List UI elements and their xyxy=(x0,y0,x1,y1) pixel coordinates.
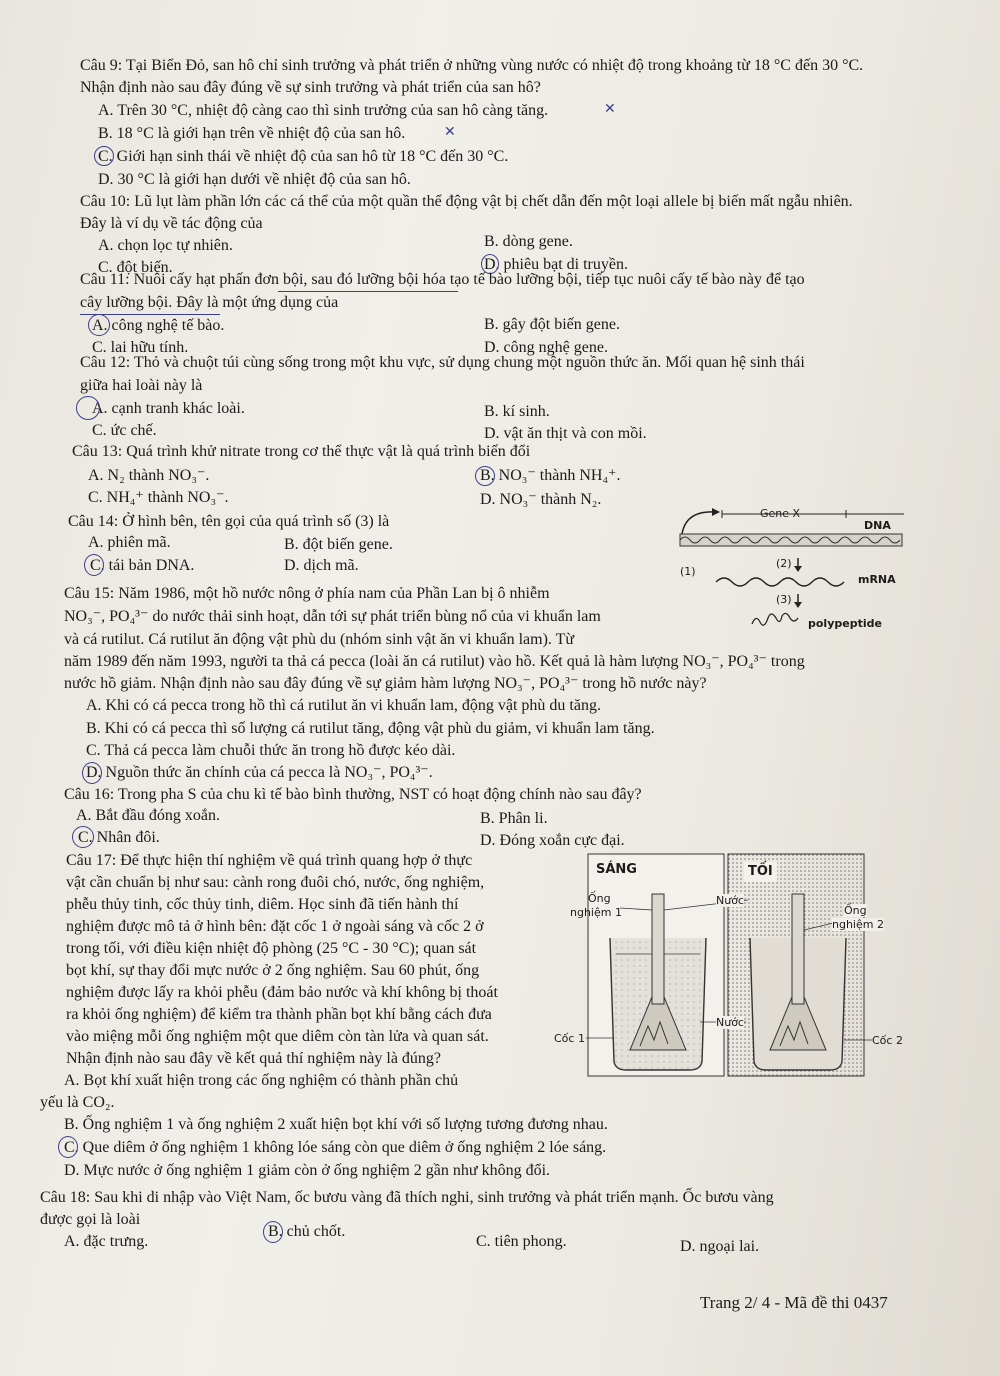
q11-stem: Câu 11: Nuôi cấy hạt phấn đơn bội, sau đó lưỡng bội hóa tạo tế bào lưỡng bội, tiếp tục nuôi cấy tế bào này để tạo xyxy=(80,271,805,288)
q17-option-b: B. Ống nghiệm 1 và ống nghiệm 2 xuất hiện bọt khí với số lượng tương đương nhau. xyxy=(64,1116,608,1133)
q16-option-a: A. Bắt đầu đóng xoắn. xyxy=(76,807,220,824)
q15-option-d: D. Nguồn thức ăn chính của cá pecca là NO₃⁻, PO₄³⁻. xyxy=(86,764,433,781)
q9-stem-2: Nhận định nào sau đây đúng về sự sinh trưởng và phát triển của san hô? xyxy=(80,79,541,96)
q15-stem-5: nước hồ giảm. Nhận định nào sau đây đúng về sự giảm hàm lượng NO₃⁻, PO₄³⁻ trong hồ nước này? xyxy=(64,675,707,692)
cross-mark-icon: ✕ xyxy=(444,124,456,140)
photosynthesis-experiment-figure xyxy=(554,850,910,1080)
dna-label: DNA xyxy=(864,519,891,532)
tube2-label: Ống xyxy=(844,904,867,917)
q9-option-c: C. Giới hạn sinh thái về nhiệt độ của san hô từ 18 °C đến 30 °C. xyxy=(98,148,509,165)
q17-stem-9: vào miệng mỗi ống nghiệm một que diêm còn tàn lửa và quan sát. xyxy=(66,1028,489,1045)
q10-option-a: A. chọn lọc tự nhiên. xyxy=(98,237,233,254)
q17-option-c: C. Que diêm ở ống nghiệm 1 không lóe sáng còn que diêm ở ống nghiệm 2 lóe sáng. xyxy=(64,1139,607,1156)
cross-mark-icon: ✕ xyxy=(604,101,616,117)
q13-stem: Câu 13: Quá trình khử nitrate trong cơ thể thực vật là quá trình biến đổi xyxy=(72,443,531,460)
q10-stem: Câu 10: Lũ lụt làm phần lớn các cá thể của một quần thể động vật bị chết dẫn đến một loại allele bị biến mất ngẫu nhiên. xyxy=(80,193,853,210)
q17-stem-4: nghiệm được mô tả ở hình bên: đặt cốc 1 ở ngoài sáng và cốc 2 ở xyxy=(66,918,484,935)
q15-option-a: A. Khi có cá pecca trong hồ thì cá rutilut ăn vi khuẩn lam, động vật phù du tăng. xyxy=(86,697,601,714)
q18-option-a: A. đặc trưng. xyxy=(64,1233,149,1250)
mrna-label: mRNA xyxy=(858,573,896,586)
q12-option-b: B. kí sinh. xyxy=(484,403,550,420)
q11-option-b: B. gây đột biến gene. xyxy=(484,316,620,333)
q11-option-d: D. công nghệ gene. xyxy=(484,339,608,356)
q12-option-c: C. ức chế. xyxy=(92,422,157,439)
q17-stem-3: phễu thủy tinh, cốc thủy tinh, diêm. Học sinh đã tiến hành thí xyxy=(66,896,459,913)
answer-circle-icon xyxy=(88,314,110,336)
q17-stem-1: Câu 17: Để thực hiện thí nghiệm về quá trình quang hợp ở thực xyxy=(66,852,473,869)
q14-option-b: B. đột biến gene. xyxy=(284,536,393,553)
q15-stem-3: và cá rutilut. Cá rutilut ăn động vật phù du (nhóm sinh vật ăn vi khuẩn lam). Từ xyxy=(64,631,575,648)
answer-circle-icon xyxy=(82,762,102,784)
q14-option-a: A. phiên mã. xyxy=(88,534,171,551)
q18-option-d: D. ngoại lai. xyxy=(680,1238,760,1255)
q16-option-b: B. Phân li. xyxy=(480,810,548,827)
gene-label: Gene X xyxy=(760,507,801,520)
answer-circle-icon xyxy=(72,826,94,848)
q13-option-a: A. N₂ thành NO₃⁻. xyxy=(88,467,210,484)
light-label: SÁNG xyxy=(596,862,637,877)
experiment-diagram xyxy=(560,850,910,1080)
answer-circle-icon xyxy=(84,554,104,576)
q10-option-c: C. đột biến. xyxy=(98,259,173,276)
q10-option-d: D. phiêu bạt di truyền. xyxy=(484,256,628,273)
cup2-label: Cốc 2 xyxy=(872,1034,903,1047)
gene-expression-figure xyxy=(676,500,916,640)
q18-stem-2: được gọi là loài xyxy=(40,1211,141,1228)
q13-option-b: B. NO₃⁻ thành NH₄⁺. xyxy=(480,467,621,484)
answer-circle-icon xyxy=(76,396,100,420)
tube2-label-2: nghiệm 2 xyxy=(832,918,884,931)
q14-stem: Câu 14: Ở hình bên, tên gọi của quá trình số (3) là xyxy=(68,513,390,530)
q17-stem-7: nghiệm được lấy ra khỏi phễu (đảm bảo nước và khí không bị thoát xyxy=(66,984,498,1001)
answer-circle-icon xyxy=(475,466,495,486)
q12-option-d: D. vật ăn thịt và con mồi. xyxy=(484,425,647,442)
answer-circle-icon xyxy=(94,146,114,166)
q11-option-c: C. lai hữu tính. xyxy=(92,339,189,356)
q12-stem: Câu 12: Thỏ và chuột túi cùng sống trong một khu vực, sử dụng chung một nguồn thức ăn. Mối quan hệ sinh thái xyxy=(80,354,805,371)
pen-underline xyxy=(278,291,458,292)
answer-circle-icon xyxy=(263,1221,283,1243)
q17-stem-6: bọt khí, sự thay đổi mực nước ở 2 ống nghiệm. Sau 60 phút, ống xyxy=(66,962,480,979)
q17-stem-2: vật cần chuẩn bị như sau: cành rong đuôi chó, nước, ống nghiệm, xyxy=(66,874,485,891)
q10-stem-2: Đây là ví dụ về tác động của xyxy=(80,215,263,232)
q12-stem-2: giữa hai loài này là xyxy=(80,377,203,394)
q11-option-a: A. công nghệ tế bào. xyxy=(92,317,225,334)
q17-stem-5: trong tối, với điều kiện nhiệt độ phòng (25 °C - 30 °C); quan sát xyxy=(66,940,477,957)
q15-option-b: B. Khi có cá pecca thì số lượng cá rutilut tăng, động vật phù du giảm, vi khuẩn lam tăng. xyxy=(86,720,655,737)
tube1-label: Ống xyxy=(588,892,611,905)
q16-option-d: D. Đóng xoắn cực đại. xyxy=(480,832,625,849)
step3-label: (3) xyxy=(776,593,792,606)
q16-stem: Câu 16: Trong pha S của chu kì tế bào bình thường, NST có hoạt động chính nào sau đây? xyxy=(64,786,642,803)
q17-stem-10: Nhận định nào sau đây về kết quả thí nghiệm này là đúng? xyxy=(66,1050,442,1067)
tube1-label-2: nghiệm 1 xyxy=(570,906,622,919)
q9-option-d: D. 30 °C là giới hạn dưới về nhiệt độ của san hô. xyxy=(98,171,411,188)
q13-option-c: C. NH₄⁺ thành NO₃⁻. xyxy=(88,489,229,506)
answer-circle-icon xyxy=(58,1136,78,1158)
q11-stem-2: cây lưỡng bội. Đây là một ứng dụng của xyxy=(80,294,339,311)
step1-label: (1) xyxy=(680,565,696,578)
q14-option-c: C. tái bản DNA. xyxy=(90,557,195,574)
q17-stem-8: ra khỏi ống nghiệm) để kiểm tra thành phần bọt khí bằng cách đưa xyxy=(66,1006,492,1023)
q15-stem-4: năm 1989 đến năm 1993, người ta thả cá pecca (loài ăn cá rutilut) vào hồ. Kết quả là hàm lượng NO₃⁻, PO₄³⁻ trong xyxy=(64,653,805,670)
polypeptide-label: polypeptide xyxy=(808,617,882,630)
q15-stem-2: NO₃⁻, PO₄³⁻ do nước thải sinh hoạt, dẫn tới sự phát triển bùng nổ của vi khuẩn lam xyxy=(64,608,601,625)
q15-option-c: C. Thả cá pecca làm chuỗi thức ăn trong hồ được kéo dài. xyxy=(86,742,456,759)
q18-option-c: C. tiên phong. xyxy=(476,1233,567,1250)
q18-option-b: B. chủ chốt. xyxy=(268,1223,346,1240)
q9-stem: Câu 9: Tại Biển Đỏ, san hô chỉ sinh trưởng và phát triển ở những vùng nước có nhiệt độ trong khoảng từ 18 °C đến 30 °C. xyxy=(80,57,864,74)
q18-stem: Câu 18: Sau khi di nhập vào Việt Nam, ốc bươu vàng đã thích nghi, sinh trưởng và phát triển mạnh. Ốc bươu vàng xyxy=(40,1189,774,1206)
q15-stem: Câu 15: Năm 1986, một hồ nước nông ở phía nam của Phần Lan bị ô nhiễm xyxy=(64,585,550,602)
q16-option-c: C. Nhân đôi. xyxy=(78,829,160,846)
q14-option-d: D. dịch mã. xyxy=(284,557,359,574)
water-label-bottom: Nước xyxy=(716,1016,744,1029)
step2-label: (2) xyxy=(776,557,792,570)
q13-option-d: D. NO₃⁻ thành N₂. xyxy=(480,491,602,508)
q12-option-a: A. cạnh tranh khác loài. xyxy=(92,400,245,417)
q17-option-d: D. Mực nước ở ống nghiệm 1 giảm còn ở ống nghiệm 2 gần như không đổi. xyxy=(64,1162,551,1179)
q9-option-b: B. 18 °C là giới hạn trên về nhiệt độ của san hô. xyxy=(98,125,406,142)
cup1-label: Cốc 1 xyxy=(554,1032,585,1045)
q17-option-a-2: yếu là CO₂. xyxy=(40,1094,115,1111)
page-footer: Trang 2/ 4 - Mã đề thi 0437 xyxy=(700,1293,888,1312)
q9-option-a: A. Trên 30 °C, nhiệt độ càng cao thì sinh trưởng của san hô càng tăng. xyxy=(98,102,549,119)
water-label-top: Nước xyxy=(716,894,744,907)
q10-option-b: B. dòng gene. xyxy=(484,233,573,250)
dark-label: TỐI xyxy=(744,862,777,882)
q17-option-a: A. Bọt khí xuất hiện trong các ống nghiệm có thành phần chủ xyxy=(64,1072,459,1089)
